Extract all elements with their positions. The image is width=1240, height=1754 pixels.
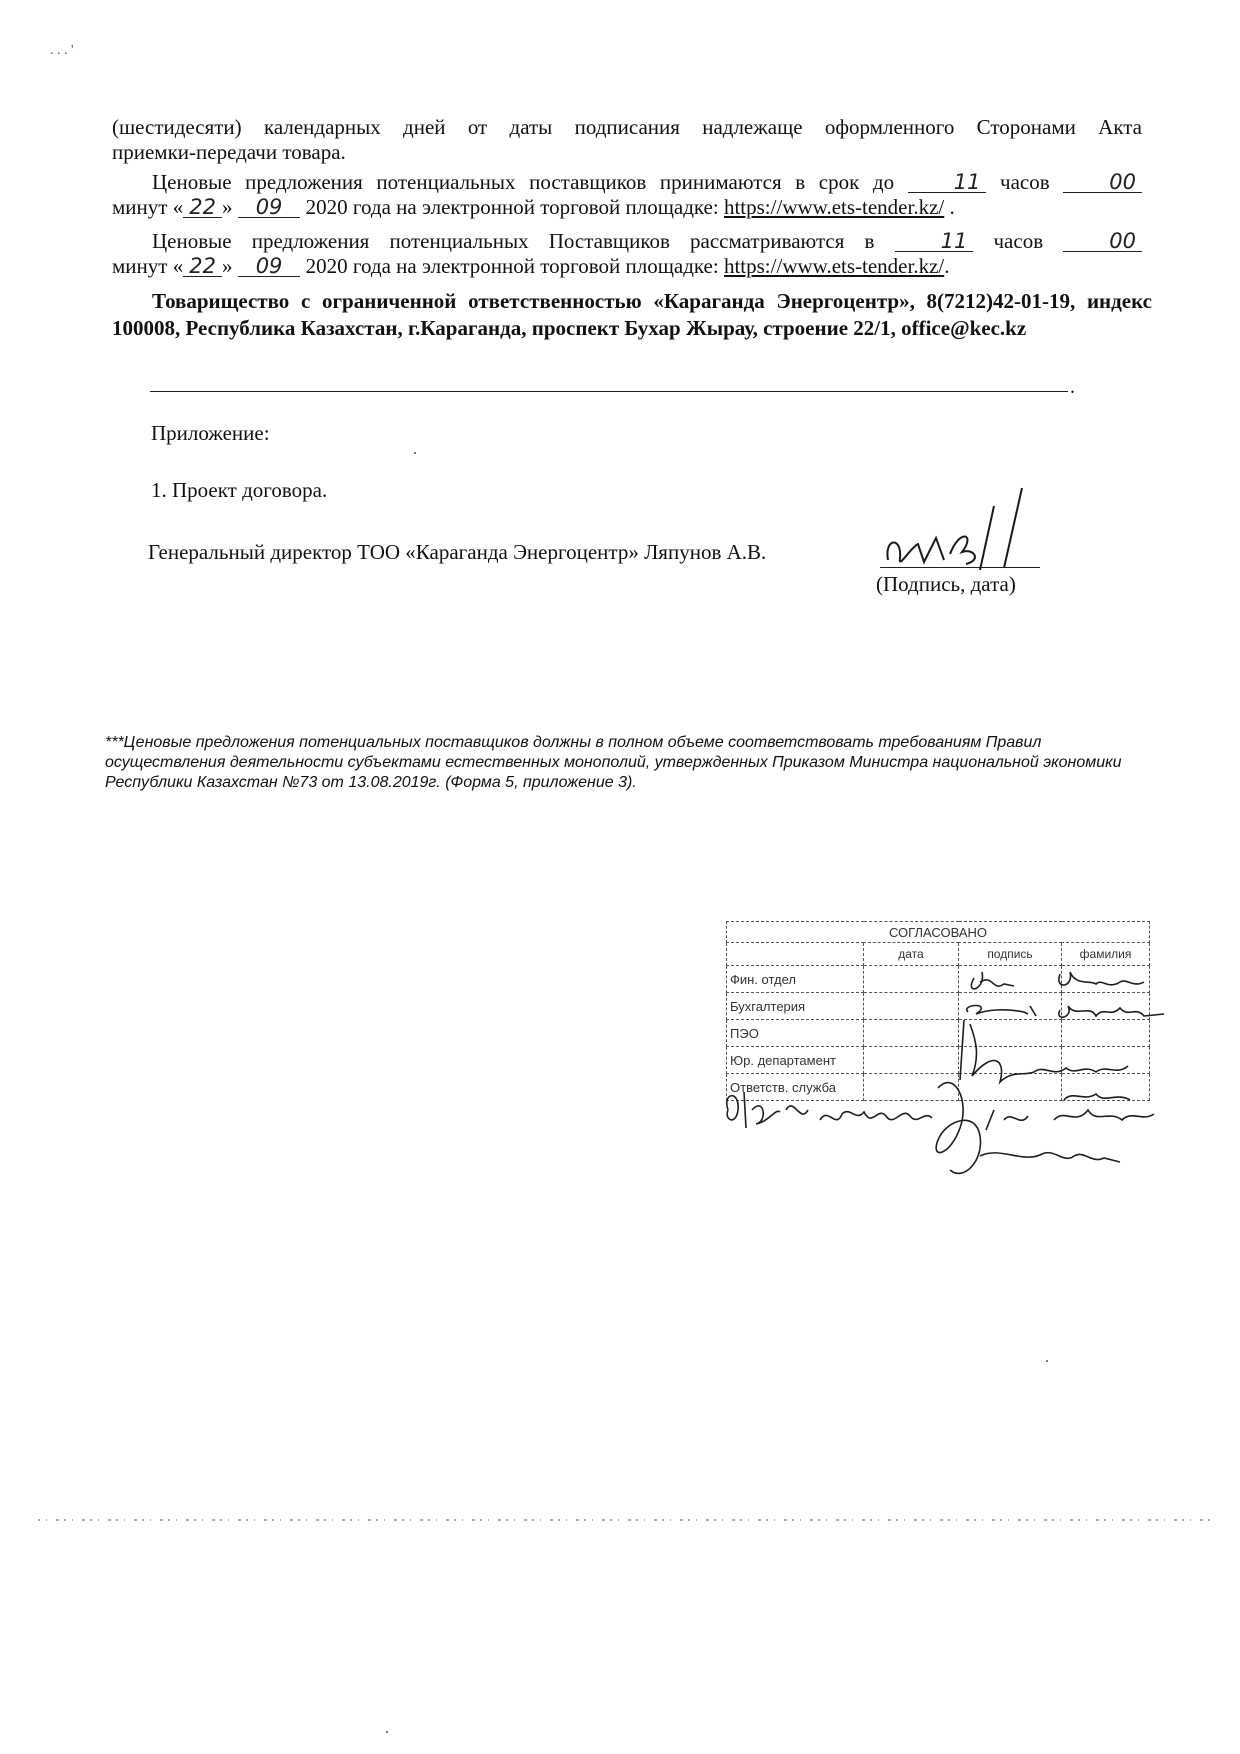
paragraph-line	[112, 229, 1142, 254]
paragraph-line: приемки-передачи товара.	[112, 140, 346, 164]
approval-cell	[959, 966, 1062, 993]
attachment-label: Приложение:	[151, 421, 270, 445]
scan-speck	[1046, 1360, 1048, 1362]
scan-speck	[414, 452, 416, 454]
column-header	[727, 943, 864, 966]
paragraph-line	[112, 254, 1142, 279]
approval-table	[726, 921, 1150, 1101]
rule-end-dot: .	[1070, 376, 1075, 398]
paragraph-line: (шестидесяти) календарных дней от даты подписания надлежаще оформленного Сторонами Акта	[112, 115, 1142, 139]
approval-cell	[1062, 1047, 1150, 1074]
attachment-item: 1. Проект договора.	[151, 478, 328, 502]
approval-row	[727, 1074, 1150, 1101]
approval-cell	[959, 1020, 1062, 1047]
approval-cell	[864, 1047, 959, 1074]
paragraph-payment-terms	[112, 115, 1142, 165]
handwritten-month: 09	[238, 197, 301, 218]
paragraph-line	[112, 195, 1142, 220]
review-text: часов	[993, 229, 1044, 253]
review-text: Ценовые предложения потенциальных Поставщиков рассматриваются в	[152, 229, 875, 253]
column-header-surname: фамилия	[1062, 943, 1150, 966]
approval-row-label: Ответств. служба	[727, 1074, 864, 1101]
column-header-signature: подпись	[959, 943, 1062, 966]
approval-row-label: Фин. отдел	[727, 966, 864, 993]
handwritten-hour: 11	[908, 172, 987, 193]
handwritten-minute: 00	[1063, 231, 1142, 252]
paragraph-line	[112, 170, 1142, 195]
review-text: »	[221, 254, 233, 278]
tender-link[interactable]: https://www.ets-tender.kz/	[723, 254, 945, 278]
deadline-text: часов	[1000, 170, 1050, 194]
handwritten-minute: 00	[1063, 172, 1142, 193]
approval-row	[727, 1047, 1150, 1074]
sentence-end: .	[944, 254, 950, 278]
sentence-end: .	[949, 195, 955, 219]
handwritten-day: 22	[183, 197, 222, 218]
review-text: 2020 года на электронной торговой площадке:	[305, 254, 719, 278]
deadline-text: Ценовые предложения потенциальных поставщиков принимаются в срок до	[152, 170, 895, 194]
deadline-text: 2020 года на электронной торговой площадке:	[305, 195, 719, 219]
paragraph-submission-deadline	[112, 170, 1142, 220]
approval-row	[727, 966, 1150, 993]
approval-cell	[1062, 1020, 1150, 1047]
deadline-text: минут «	[112, 195, 184, 219]
company-details: Товарищество с ограниченной ответственностью «Караганда Энергоцентр», 8(7212)42-01-19, индекс 100008, Республика Казахстан, г.Караганда, проспект Бухар Жырау, строение 22/1, office@kec.kz	[112, 289, 1152, 340]
approval-cell	[864, 1020, 959, 1047]
paragraph-review-time	[112, 229, 1142, 279]
approval-row-label: Юр. департамент	[727, 1047, 864, 1074]
handwritten-day: 22	[183, 256, 222, 277]
signatory-line: Генеральный директор ТОО «Караганда Энергоцентр» Ляпунов А.В.	[148, 540, 767, 564]
signature-caption: (Подпись, дата)	[876, 572, 1016, 596]
approval-cell	[864, 1074, 959, 1101]
approval-title: СОГЛАСОВАНО	[727, 922, 1150, 943]
approval-row	[727, 1020, 1150, 1047]
director-signature	[880, 478, 1060, 578]
scan-marks: . . . '	[50, 43, 74, 58]
handwritten-hour: 11	[895, 231, 974, 252]
approval-row	[727, 993, 1150, 1020]
signature-underline	[880, 567, 1040, 568]
approval-cell	[1062, 993, 1150, 1020]
approval-row-label: ПЭО	[727, 1020, 864, 1047]
approval-cell	[864, 993, 959, 1020]
scan-noise-line	[0, 1518, 1240, 1522]
approval-cell	[1062, 1074, 1150, 1101]
approval-cell	[864, 966, 959, 993]
approval-cell	[959, 993, 1062, 1020]
approval-cell	[959, 1074, 1062, 1101]
approval-cell	[1062, 966, 1150, 993]
approval-cell	[959, 1047, 1062, 1074]
handwritten-month: 09	[238, 256, 301, 277]
column-header-date: дата	[864, 943, 959, 966]
approval-stamp	[726, 921, 1156, 1126]
scan-speck	[386, 1731, 388, 1733]
approval-row-label: Бухгалтерия	[727, 993, 864, 1020]
footnote: ***Ценовые предложения потенциальных поставщиков должны в полном объеме соответствовать требованиям Правил осуществления деятельности субъектами естественных монополий, утвержденных Приказом Министра национальной экономики Республики Казахстан №73 от 13.08.2019г. (Форма 5, приложение 3).	[105, 734, 1122, 791]
deadline-text: »	[221, 195, 233, 219]
review-text: минут «	[112, 254, 184, 278]
blank-rule	[150, 391, 1068, 392]
tender-link[interactable]: https://www.ets-tender.kz/	[723, 195, 945, 219]
